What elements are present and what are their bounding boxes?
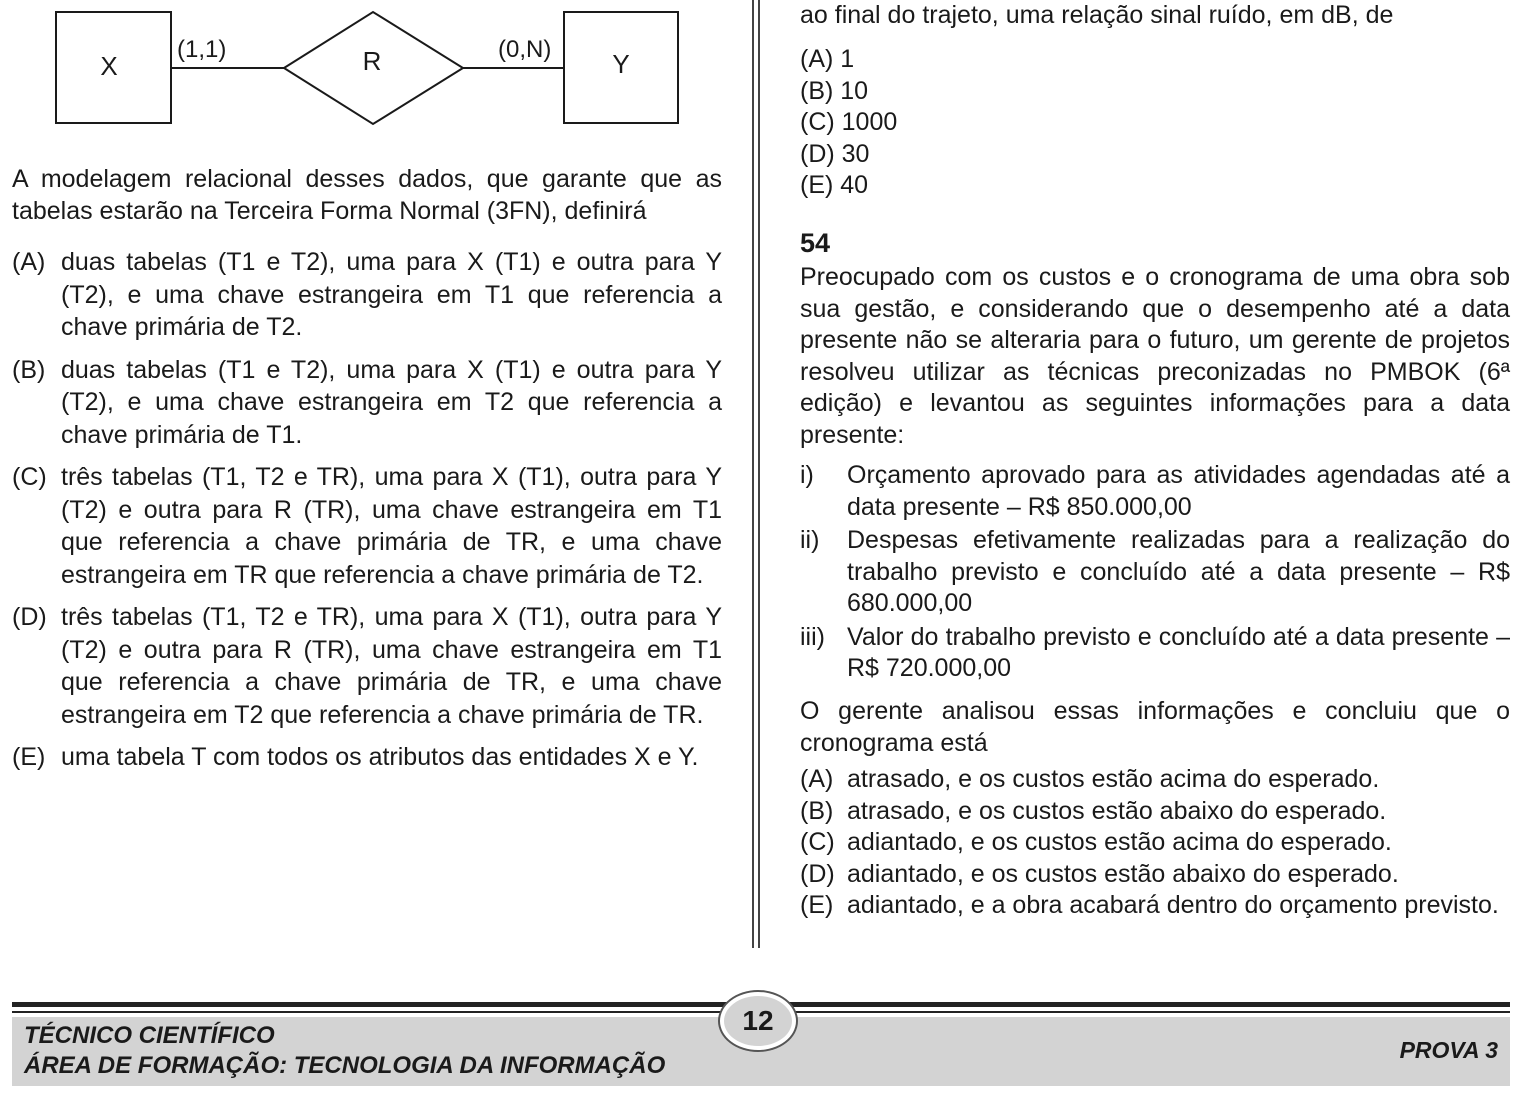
question-number: 54: [800, 228, 831, 258]
q54-conclusion: O gerente analisou essas informações e concluiu que o cronograma está: [800, 697, 1510, 757]
option-label: (C): [12, 463, 47, 491]
option-text: adiantado, e os custos estão acima do esperado.: [847, 828, 1392, 856]
q54-intro: Preocupado com os custos e o cronograma de uma obra sob sua gestão, e considerando que o desempenho até a data presente não se alteraria para o futuro, um gerente de projetos resolveu utilizar as técnicas preconizadas no PMBOK (6ª edição) e levantou as seguintes informações para a data presente:: [800, 263, 1510, 449]
entity-y-label: Y: [612, 49, 630, 79]
option-label: (A): [800, 765, 834, 793]
option-label: (D): [12, 603, 47, 631]
option-label: (B): [800, 796, 834, 825]
q54-option-c[interactable]: [800, 827, 1510, 859]
q54-option-b[interactable]: [800, 796, 1510, 828]
item-text: Valor do trabalho previsto e concluído até a data presente – R$ 720.000,00: [847, 622, 1510, 682]
q53-options: [800, 44, 897, 202]
q54-item-ii: [800, 525, 1510, 620]
option-text: uma tabela T com todos os atributos das entidades X e Y.: [61, 743, 699, 771]
page-number: 12: [720, 992, 796, 1050]
q53-option-c[interactable]: (C) 1000: [800, 108, 898, 136]
footer-line-1: TÉCNICO CIENTÍFICO: [24, 1022, 275, 1049]
q53-option-a[interactable]: (A) 1: [800, 45, 855, 73]
q54-option-d[interactable]: [800, 859, 1510, 891]
option-text: adiantado, e os custos estão abaixo do esperado.: [847, 859, 1399, 888]
question-intro: A modelagem relacional desses dados, que garante que as tabelas estarão na Terceira Forma Normal (3FN), definirá: [12, 165, 722, 225]
q53-option-e[interactable]: (E) 40: [800, 171, 869, 199]
q53-continuation: ao final do trajeto, uma relação sinal ruído, em dB, de: [800, 1, 1394, 29]
answer-options: [12, 246, 722, 784]
option-b[interactable]: [12, 354, 722, 452]
q54-items: [800, 460, 1510, 687]
item-label: iii): [800, 622, 825, 651]
option-text: atrasado, e os custos estão abaixo do esperado.: [847, 796, 1387, 825]
q53-option-b[interactable]: (B) 10: [800, 76, 869, 105]
q54-option-a[interactable]: [800, 764, 1510, 796]
item-label: ii): [800, 526, 820, 554]
option-label: (E): [800, 891, 834, 919]
option-e[interactable]: [12, 741, 722, 774]
page-footer: [12, 1000, 1510, 1086]
option-d[interactable]: [12, 601, 722, 731]
option-label: (A): [12, 248, 46, 276]
item-label: i): [800, 461, 814, 489]
option-text: três tabelas (T1, T2 e TR), uma para X (T1), outra para Y (T2) e outra para R (TR), uma chave estrangeira em T1 que referencia a chave primária de TR, e uma chave estrangeira em TR que referencia a chave primária de T2.: [61, 463, 722, 589]
option-text: três tabelas (T1, T2 e TR), uma para X (T1), outra para Y (T2) e outra para R (TR), uma chave estrangeira em T1 que referencia a chave primária de TR, e uma chave estrangeira em T2 que referencia a chave primária de TR.: [61, 603, 722, 729]
footer-line-2: ÁREA DE FORMAÇÃO: TECNOLOGIA DA INFORMAÇÃO: [24, 1052, 666, 1079]
option-text: duas tabelas (T1 e T2), uma para X (T1) e outra para Y (T2), e uma chave estrangeira em T1 que referencia a chave primária de T2.: [61, 248, 722, 341]
entity-x-label: X: [100, 51, 118, 81]
option-label: (B): [12, 355, 46, 384]
option-text: adiantado, e a obra acabará dentro do orçamento previsto.: [847, 891, 1499, 919]
column-divider: [752, 0, 760, 948]
option-text: duas tabelas (T1 e T2), uma para X (T1) e outra para Y (T2), e uma chave estrangeira em T2 que referencia a chave primária de T1.: [61, 355, 722, 449]
cardinality-x: (1,1): [177, 36, 227, 63]
q54-item-iii: [800, 622, 1510, 685]
option-text: atrasado, e os custos estão acima do esperado.: [847, 765, 1380, 793]
item-text: Despesas efetivamente realizadas para a realização do trabalho previsto e concluído até a data presente – R$ 680.000,00: [847, 526, 1510, 617]
item-text: Orçamento aprovado para as atividades agendadas até a data presente – R$ 850.000,00: [847, 461, 1510, 521]
er-diagram: [12, 0, 712, 135]
q54-item-i: [800, 460, 1510, 523]
footer-exam: PROVA 3: [1399, 1037, 1498, 1063]
option-label: (D): [800, 859, 835, 888]
q53-option-d[interactable]: (D) 30: [800, 139, 870, 168]
option-label: (C): [800, 828, 835, 856]
option-c[interactable]: [12, 461, 722, 591]
footer-course: [24, 1021, 665, 1081]
relationship-label: R: [362, 46, 382, 76]
q54-options: [800, 764, 1510, 922]
option-label: (E): [12, 743, 46, 771]
option-a[interactable]: [12, 246, 722, 344]
q54-option-e[interactable]: [800, 890, 1510, 922]
cardinality-y: (0,N): [498, 36, 552, 63]
